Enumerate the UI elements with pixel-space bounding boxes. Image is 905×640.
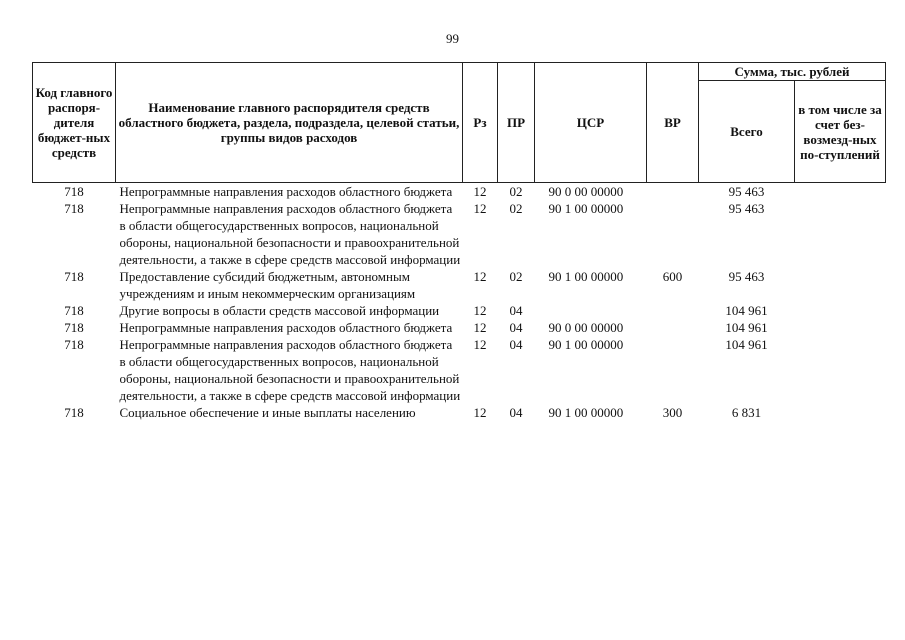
- cell-vr: [647, 336, 699, 404]
- cell-name: Социальное обеспечение и иные выплаты населению: [119, 405, 416, 420]
- cell-csr: 90 0 00 00000: [548, 184, 624, 199]
- cell-pr: 04: [509, 320, 523, 335]
- table-row: [33, 200, 886, 268]
- cell-rz: 12: [473, 320, 487, 335]
- cell-pr: 02: [509, 269, 523, 284]
- cell-vr: [647, 200, 699, 268]
- cell-rz: 12: [473, 184, 487, 199]
- budget-table: [32, 62, 886, 421]
- cell-total: 104 961: [725, 303, 768, 318]
- cell-pr: 04: [509, 405, 523, 420]
- cell-rz: 12: [473, 269, 487, 284]
- cell-total: 104 961: [725, 337, 768, 352]
- header-total: Всего: [699, 81, 795, 183]
- cell-vr: [647, 319, 699, 336]
- cell-rz: 12: [473, 201, 487, 216]
- cell-rz: 12: [473, 337, 487, 352]
- table-row: [33, 404, 886, 421]
- cell-gratuitous: [795, 200, 886, 268]
- cell-name: Непрограммные направления расходов областного бюджета в области общегосударственных вопросов, национальной обороны, национальной безопасности и правоохранительной деятельности, а также в сфере средств массовой информации: [119, 201, 461, 267]
- header-sum-group: Сумма, тыс. рублей: [699, 63, 886, 81]
- cell-code: 718: [64, 320, 84, 335]
- table-row: [33, 319, 886, 336]
- header-name: Наименование главного распорядителя средств областного бюджета, раздела, подраздела, целевой статьи, группы видов расходов: [116, 63, 463, 183]
- cell-code: 718: [64, 269, 84, 284]
- table-row: [33, 336, 886, 404]
- cell-gratuitous: [795, 302, 886, 319]
- table-row: [33, 183, 886, 201]
- cell-rz: 12: [473, 405, 487, 420]
- cell-gratuitous: [795, 319, 886, 336]
- cell-pr: 04: [509, 337, 523, 352]
- table-row: [33, 268, 886, 302]
- cell-total: 95 463: [728, 269, 765, 284]
- cell-csr: [535, 302, 647, 319]
- cell-vr: [647, 183, 699, 201]
- table-body: [33, 183, 886, 422]
- header-pr: ПР: [498, 63, 535, 183]
- cell-csr: 90 1 00 00000: [548, 337, 624, 352]
- cell-name: Непрограммные направления расходов областного бюджета: [119, 184, 453, 199]
- cell-csr: 90 1 00 00000: [548, 405, 624, 420]
- cell-code: 718: [64, 337, 84, 352]
- cell-gratuitous: [795, 336, 886, 404]
- cell-code: 718: [64, 405, 84, 420]
- table-row: [33, 302, 886, 319]
- cell-rz: 12: [473, 303, 487, 318]
- cell-code: 718: [64, 184, 84, 199]
- cell-pr: 04: [509, 303, 523, 318]
- cell-total: 104 961: [725, 320, 768, 335]
- cell-name: Непрограммные направления расходов областного бюджета: [119, 320, 453, 335]
- cell-name: Непрограммные направления расходов областного бюджета в области общегосударственных вопросов, национальной обороны, национальной безопасности и правоохранительной деятельности, а также в сфере средств массовой информации: [119, 337, 461, 403]
- page-number: 99: [446, 31, 459, 46]
- cell-vr: [647, 302, 699, 319]
- cell-total: 95 463: [728, 201, 765, 216]
- cell-code: 718: [64, 201, 84, 216]
- cell-total: 95 463: [728, 184, 765, 199]
- header-gratuitous: в том числе за счет без-возмезд-ных по-ступлений: [795, 81, 886, 183]
- cell-csr: 90 0 00 00000: [548, 320, 624, 335]
- cell-csr: 90 1 00 00000: [548, 201, 624, 216]
- header-code: Код главного распоря-дителя бюджет-ных средств: [33, 63, 116, 183]
- cell-name: Другие вопросы в области средств массовой информации: [119, 303, 440, 318]
- cell-total: 6 831: [731, 405, 762, 420]
- cell-vr: 300: [662, 405, 683, 420]
- cell-gratuitous: [795, 183, 886, 201]
- header-vr: ВР: [647, 63, 699, 183]
- header-rz: Рз: [463, 63, 498, 183]
- header-csr: ЦСР: [535, 63, 647, 183]
- cell-vr: 600: [662, 269, 683, 284]
- cell-gratuitous: [795, 404, 886, 421]
- cell-name: Предоставление субсидий бюджетным, автономным учреждениям и иным некоммерческим организациям: [119, 269, 416, 301]
- cell-code: 718: [64, 303, 84, 318]
- cell-pr: 02: [509, 184, 523, 199]
- cell-pr: 02: [509, 201, 523, 216]
- cell-csr: 90 1 00 00000: [548, 269, 624, 284]
- cell-gratuitous: [795, 268, 886, 302]
